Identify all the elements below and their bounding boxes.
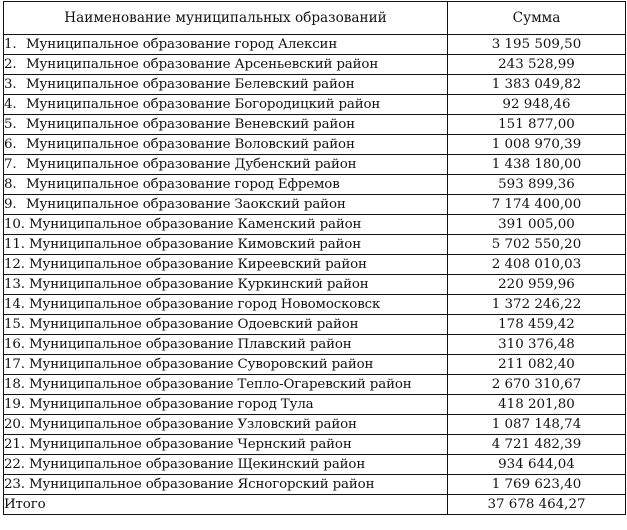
table-row bbox=[4, 315, 626, 335]
row-sum: 151 877,00 bbox=[448, 115, 626, 135]
row-sum: 7 174 400,00 bbox=[448, 195, 626, 215]
row-number: 10. bbox=[4, 217, 29, 232]
table-row bbox=[4, 415, 626, 435]
row-name-cell bbox=[4, 155, 448, 175]
table-row bbox=[4, 235, 626, 255]
table-row bbox=[4, 155, 626, 175]
row-sum: 310 376,48 bbox=[448, 335, 626, 355]
row-name-cell bbox=[4, 235, 448, 255]
table-header-row bbox=[4, 2, 626, 35]
row-name-cell bbox=[4, 75, 448, 95]
row-name-cell bbox=[4, 55, 448, 75]
row-sum: 243 528,99 bbox=[448, 55, 626, 75]
row-number: 18. bbox=[4, 377, 29, 392]
municipality-name: Муниципальное образование Дубенский район bbox=[26, 157, 357, 172]
table-row bbox=[4, 35, 626, 55]
row-name-cell bbox=[4, 455, 448, 475]
total-sum: 37 678 464,27 bbox=[448, 495, 626, 515]
municipal-sums-table bbox=[3, 1, 626, 515]
table-row bbox=[4, 135, 626, 155]
table-row bbox=[4, 95, 626, 115]
row-sum: 220 959,96 bbox=[448, 275, 626, 295]
row-number: 13. bbox=[4, 277, 29, 292]
table-row bbox=[4, 395, 626, 415]
table-row bbox=[4, 375, 626, 395]
municipality-name: Муниципальное образование Белевский район bbox=[26, 77, 355, 92]
row-name-cell bbox=[4, 255, 448, 275]
row-number: 20. bbox=[4, 417, 29, 432]
row-number: 17. bbox=[4, 357, 29, 372]
municipality-name: Муниципальное образование Чернский район bbox=[28, 437, 352, 452]
row-name-cell bbox=[4, 335, 448, 355]
row-number: 3. bbox=[4, 77, 21, 92]
header-name: Наименование муниципальных образований bbox=[4, 2, 448, 35]
row-number: 1. bbox=[4, 37, 21, 52]
row-sum: 1 008 970,39 bbox=[448, 135, 626, 155]
row-name-cell bbox=[4, 115, 448, 135]
row-name-cell bbox=[4, 175, 448, 195]
municipality-name: Муниципальное образование Веневский район bbox=[26, 117, 355, 132]
row-sum: 1 383 049,82 bbox=[448, 75, 626, 95]
municipality-name: Муниципальное образование Ясногорский район bbox=[28, 477, 375, 492]
row-number: 11. bbox=[4, 237, 29, 252]
municipality-name: Муниципальное образование Суворовский район bbox=[28, 357, 374, 372]
table-row bbox=[4, 455, 626, 475]
row-name-cell bbox=[4, 275, 448, 295]
row-number: 19. bbox=[4, 397, 29, 412]
row-sum: 211 082,40 bbox=[448, 355, 626, 375]
row-name-cell bbox=[4, 35, 448, 55]
row-sum: 92 948,46 bbox=[448, 95, 626, 115]
table-row bbox=[4, 355, 626, 375]
municipality-name: Муниципальное образование город Алексин bbox=[26, 37, 338, 52]
row-name-cell bbox=[4, 295, 448, 315]
row-number: 16. bbox=[4, 337, 29, 352]
row-number: 7. bbox=[4, 157, 21, 172]
row-sum: 4 721 482,39 bbox=[448, 435, 626, 455]
municipality-name: Муниципальное образование Плавский район bbox=[28, 337, 352, 352]
row-number: 14. bbox=[4, 297, 29, 312]
table-row bbox=[4, 115, 626, 135]
row-sum: 1 769 623,40 bbox=[448, 475, 626, 495]
table-row bbox=[4, 275, 626, 295]
municipality-name: Муниципальное образование Тепло-Огаревский район bbox=[28, 377, 412, 392]
municipality-name: Муниципальное образование Арсеньевский район bbox=[26, 57, 379, 72]
row-name-cell bbox=[4, 135, 448, 155]
row-number: 5. bbox=[4, 117, 21, 132]
municipality-name: Муниципальное образование Щекинский район bbox=[28, 457, 366, 472]
row-number: 22. bbox=[4, 457, 29, 472]
header-sum: Сумма bbox=[448, 2, 626, 35]
table-row bbox=[4, 215, 626, 235]
row-sum: 3 195 509,50 bbox=[448, 35, 626, 55]
row-name-cell bbox=[4, 415, 448, 435]
municipality-name: Муниципальное образование Узловский район bbox=[28, 417, 357, 432]
row-name-cell bbox=[4, 435, 448, 455]
row-sum: 2 670 310,67 bbox=[448, 375, 626, 395]
row-name-cell bbox=[4, 355, 448, 375]
table-row bbox=[4, 175, 626, 195]
row-name-cell bbox=[4, 195, 448, 215]
row-name-cell bbox=[4, 215, 448, 235]
row-number: 15. bbox=[4, 317, 29, 332]
table-row bbox=[4, 75, 626, 95]
row-number: 6. bbox=[4, 137, 21, 152]
municipality-name: Муниципальное образование город Тула bbox=[28, 397, 314, 412]
row-number: 2. bbox=[4, 57, 21, 72]
table-row bbox=[4, 335, 626, 355]
row-sum: 1 087 148,74 bbox=[448, 415, 626, 435]
row-number: 8. bbox=[4, 177, 21, 192]
table-row bbox=[4, 295, 626, 315]
municipality-name: Муниципальное образование Одоевский район bbox=[28, 317, 359, 332]
row-name-cell bbox=[4, 375, 448, 395]
row-number: 4. bbox=[4, 97, 21, 112]
row-sum: 391 005,00 bbox=[448, 215, 626, 235]
municipality-name: Муниципальное образование Заокский район bbox=[26, 197, 346, 212]
total-label: Итого bbox=[4, 495, 448, 515]
row-name-cell bbox=[4, 395, 448, 415]
municipality-name: Муниципальное образование город Ефремов bbox=[26, 177, 340, 192]
table-row bbox=[4, 435, 626, 455]
row-number: 21. bbox=[4, 437, 29, 452]
row-sum: 934 644,04 bbox=[448, 455, 626, 475]
row-sum: 418 201,80 bbox=[448, 395, 626, 415]
table-row bbox=[4, 255, 626, 275]
row-number: 9. bbox=[4, 197, 21, 212]
row-sum: 2 408 010,03 bbox=[448, 255, 626, 275]
municipality-name: Муниципальное образование Каменский район bbox=[28, 217, 362, 232]
row-name-cell bbox=[4, 315, 448, 335]
row-number: 23. bbox=[4, 477, 29, 492]
municipality-name: Муниципальное образование Киреевский район bbox=[28, 257, 367, 272]
municipality-name: Муниципальное образование Богородицкий район bbox=[26, 97, 381, 112]
row-name-cell bbox=[4, 475, 448, 495]
table-row bbox=[4, 195, 626, 215]
row-sum: 1 372 246,22 bbox=[448, 295, 626, 315]
row-sum: 5 702 550,20 bbox=[448, 235, 626, 255]
municipality-name: Муниципальное образование Куркинский район bbox=[28, 277, 369, 292]
table-row bbox=[4, 475, 626, 495]
row-name-cell bbox=[4, 95, 448, 115]
row-sum: 178 459,42 bbox=[448, 315, 626, 335]
municipality-name: Муниципальное образование Кимовский район bbox=[28, 237, 361, 252]
table-row bbox=[4, 55, 626, 75]
municipality-name: Муниципальное образование город Новомосковск bbox=[28, 297, 381, 312]
row-sum: 1 438 180,00 bbox=[448, 155, 626, 175]
total-row bbox=[4, 495, 626, 515]
row-sum: 593 899,36 bbox=[448, 175, 626, 195]
municipality-name: Муниципальное образование Воловский район bbox=[26, 137, 355, 152]
row-number: 12. bbox=[4, 257, 29, 272]
